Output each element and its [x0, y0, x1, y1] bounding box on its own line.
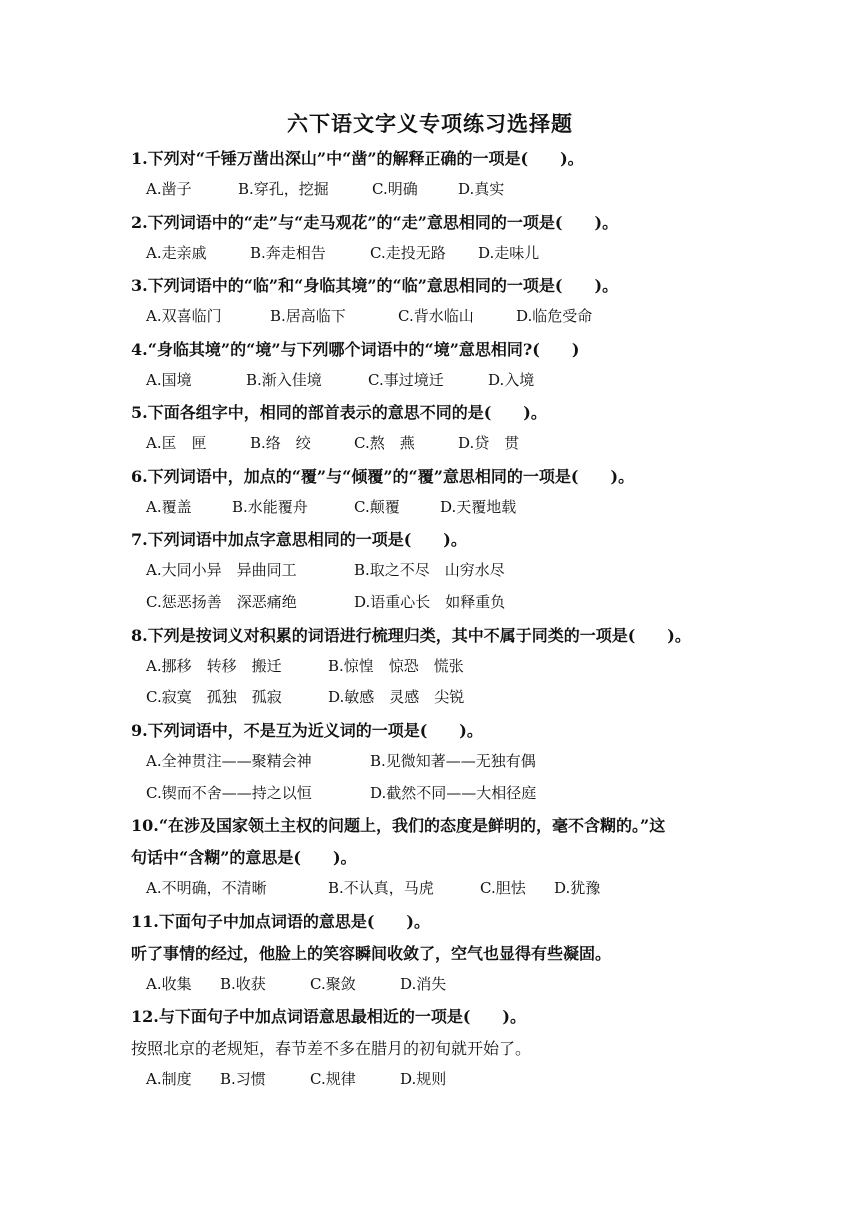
option-a: A.走亲戚	[146, 244, 207, 262]
option-b: B.水能覆舟	[232, 498, 308, 516]
question-1-stem: 1.下列对“千锤万凿出深山”中“凿”的解释正确的一项是( )。	[131, 149, 584, 168]
option-b: B.渐入佳境	[246, 371, 322, 389]
option-d: D.入境	[488, 371, 535, 389]
option-a: A.收集	[146, 975, 192, 993]
option-d: D.真实	[458, 180, 505, 198]
option-c: C.锲而不舍——持之以恒	[146, 784, 312, 802]
option-d: D.贷 贯	[458, 434, 520, 452]
option-b: B.习惯	[220, 1070, 266, 1088]
question-1-options	[146, 178, 504, 199]
question-7-options-row-2	[146, 591, 505, 612]
question-5-stem: 5.下面各组字中，相同的部首表示的意思不同的是( )。	[131, 403, 547, 422]
question-6-options	[146, 496, 516, 517]
question-12-stem: 12.与下面句子中加点词语意思最相近的一项是( )。	[131, 1007, 526, 1026]
option-d: D.规则	[400, 1070, 447, 1088]
option-b: B.惊惶 惊恐 慌张	[328, 657, 464, 675]
option-c: C.寂寞 孤独 孤寂	[146, 688, 282, 706]
question-11-options	[146, 973, 446, 994]
question-12-sentence	[131, 1036, 531, 1059]
question-10-stem-line-1: 10.“在涉及国家领土主权的问题上，我们的态度是鲜明的，毫不含糊的。”这	[131, 816, 666, 835]
question-11-sentence	[131, 941, 611, 964]
question-9-options-row-1	[146, 750, 536, 771]
question-2-options	[146, 242, 539, 263]
option-a: A.挪移 转移 搬迁	[146, 657, 282, 675]
question-11-stem: 11.下面句子中加点词语的意思是( )。	[131, 912, 430, 931]
option-a: A.双喜临门	[146, 307, 222, 325]
option-b: B.取之不尽 山穷水尽	[354, 561, 505, 579]
question-10-stem-line-2: 句话中“含糊”的意思是( )。	[131, 848, 357, 867]
option-c: C.胆怯	[480, 879, 526, 897]
question-9-options-row-2	[146, 782, 536, 803]
option-b: B.络 绞	[250, 434, 311, 452]
question-7-stem: 7.下列词语中加点字意思相同的一项是( )。	[131, 530, 467, 549]
question-3-options	[146, 305, 592, 326]
option-c: C.事过境迁	[368, 371, 444, 389]
question-4-options	[146, 369, 534, 390]
question-9-stem: 9.下列词语中，不是互为近义词的一项是( )。	[131, 721, 483, 740]
option-c: C.惩恶扬善 深恶痛绝	[146, 593, 297, 611]
option-b: B.收获	[220, 975, 266, 993]
sentence-text: 按照北京的老规矩，春节差不多在腊月的初旬就开始了。	[131, 1039, 532, 1058]
option-b: B.见微知著——无独有偶	[370, 752, 536, 770]
option-d: D.截然不同——大相径庭	[370, 784, 537, 802]
option-c: C.颠覆	[354, 498, 400, 516]
sentence-text: 听了事情的经过，他脸上的笑容瞬间收敛了，空气也显得有些凝固。	[131, 944, 612, 963]
question-8-options-row-2	[146, 686, 464, 707]
option-c: C.规律	[310, 1070, 356, 1088]
option-b: B.穿孔，挖掘	[238, 180, 329, 198]
option-d: D.走味儿	[478, 244, 540, 262]
question-5-options	[146, 432, 519, 453]
option-a: A.不明确，不清晰	[146, 879, 267, 897]
option-a: A.匡 匣	[146, 434, 207, 452]
page-title: 六下语文字义专项练习选择题	[287, 111, 573, 136]
question-3-stem: 3.下列词语中的“临”和“身临其境”的“临”意思相同的一项是( )。	[131, 276, 619, 295]
option-a: A.凿子	[146, 180, 192, 198]
option-a: A.覆盖	[146, 498, 192, 516]
question-8-stem: 8.下列是按词义对积累的词语进行梳理归类，其中不属于同类的一项是( )。	[131, 626, 691, 645]
option-a: A.制度	[146, 1070, 192, 1088]
option-d: D.天覆地载	[440, 498, 517, 516]
option-b: B.奔走相告	[250, 244, 326, 262]
option-c: C.熬 燕	[354, 434, 415, 452]
option-a: A.全神贯注——聚精会神	[146, 752, 312, 770]
option-c: C.走投无路	[370, 244, 446, 262]
option-d: D.消失	[400, 975, 447, 993]
option-c: C.明确	[372, 180, 418, 198]
option-d: D.临危受命	[516, 307, 593, 325]
question-8-options-row-1	[146, 655, 464, 676]
question-4-stem: 4.“身临其境”的“境”与下列哪个词语中的“境”意思相同?( )	[131, 340, 580, 359]
option-a: A.国境	[146, 371, 192, 389]
option-d: D.语重心长 如释重负	[354, 593, 506, 611]
option-c: C.聚敛	[310, 975, 356, 993]
question-12-options	[146, 1068, 446, 1089]
option-a: A.大同小异 异曲同工	[146, 561, 297, 579]
option-b: B.不认真，马虎	[328, 879, 434, 897]
option-d: D.敏感 灵感 尖锐	[328, 688, 465, 706]
question-2-stem: 2.下列词语中的“走”与“走马观花”的“走”意思相同的一项是( )。	[131, 213, 619, 232]
option-d: D.犹豫	[554, 879, 601, 897]
option-b: B.居高临下	[270, 307, 346, 325]
question-6-stem: 6.下列词语中，加点的“覆”与“倾覆”的“覆”意思相同的一项是( )。	[131, 467, 635, 486]
option-c: C.背水临山	[398, 307, 474, 325]
question-7-options-row-1	[146, 559, 505, 580]
question-10-options	[146, 877, 600, 898]
